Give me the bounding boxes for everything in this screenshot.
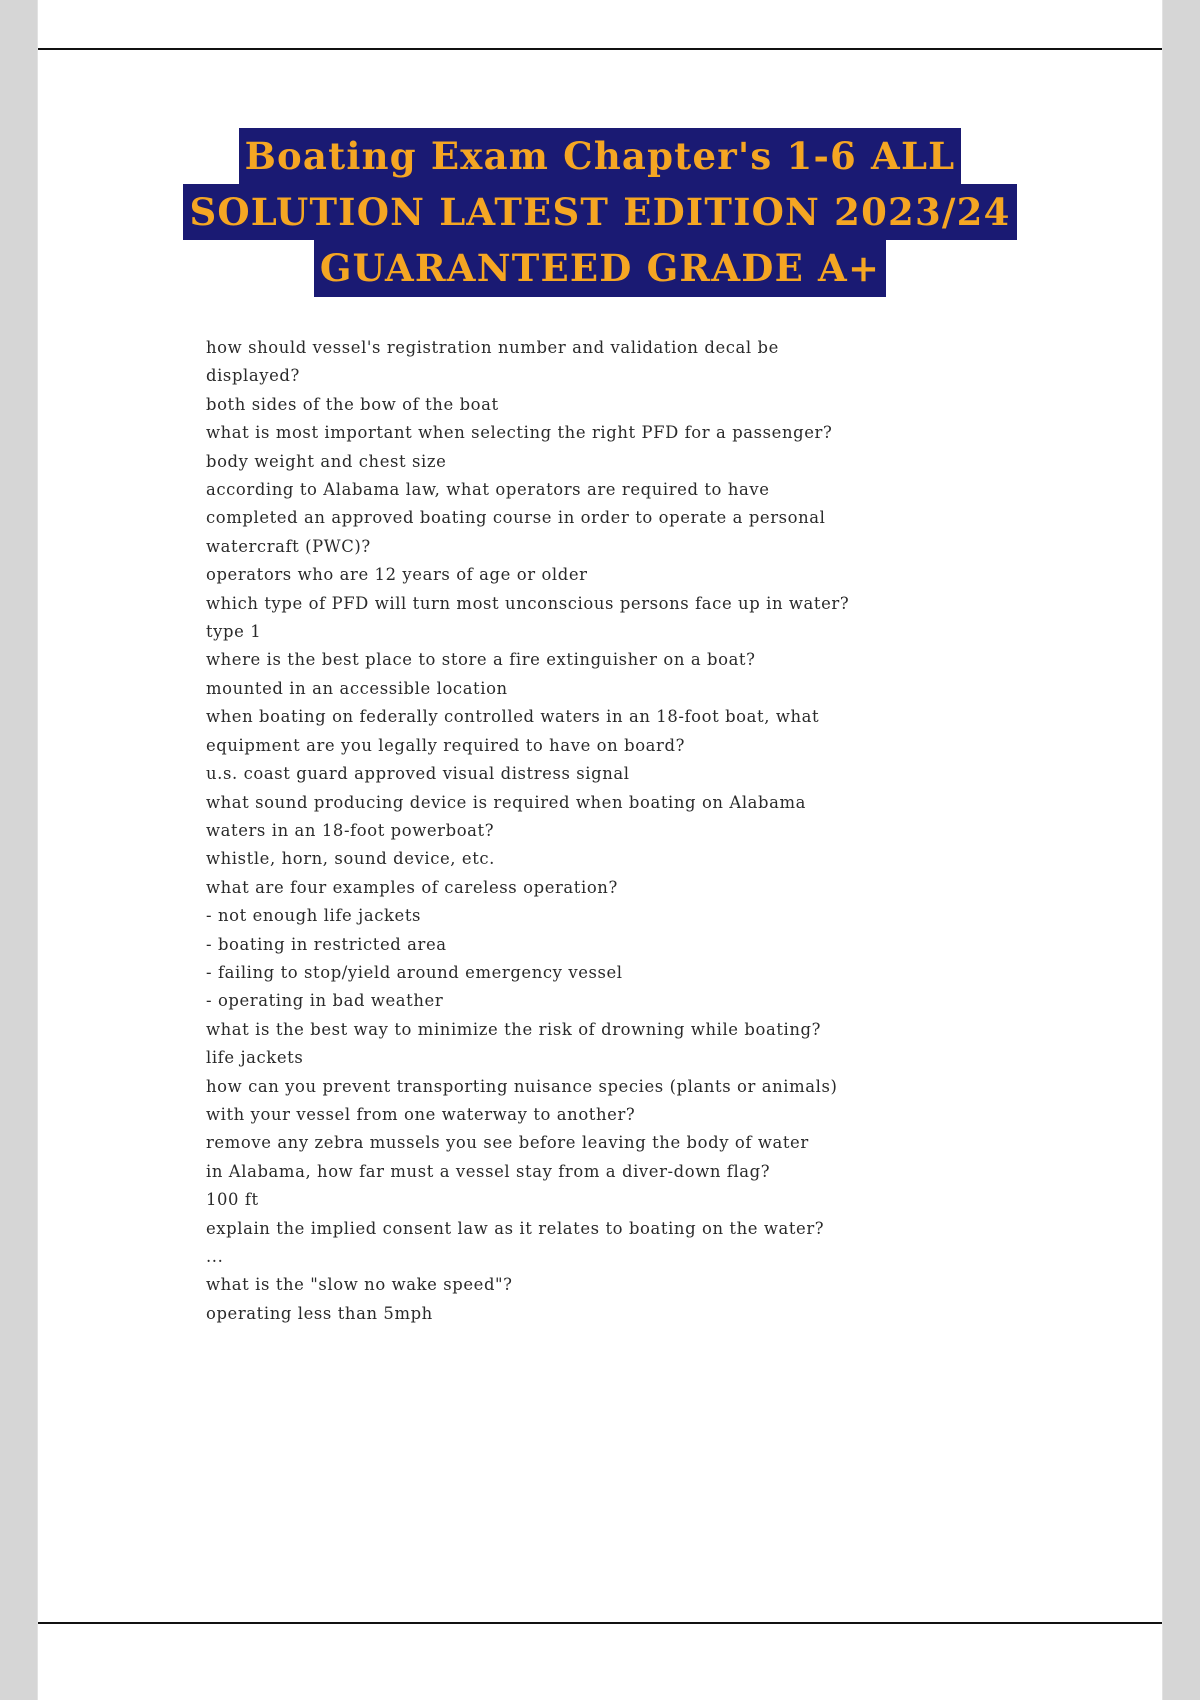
body-line: equipment are you legally required to have on board?	[206, 735, 685, 755]
title-line-1: Boating Exam Chapter's 1-6 ALL	[239, 128, 962, 184]
body-line: how should vessel's registration number and validation decal be	[206, 338, 779, 357]
body-line: u.s. coast guard approved visual distress signal	[206, 764, 630, 784]
body-line: in Alabama, how far must a vessel stay from a diver-down flag?	[206, 1161, 771, 1181]
body-line: remove any zebra mussels you see before leaving the body of water	[206, 1133, 809, 1153]
body-line: - failing to stop/yield around emergency vessel	[206, 962, 623, 982]
body-line: completed an approved boating course in order to operate a personal	[206, 508, 826, 528]
body-line: - boating in restricted area	[206, 934, 447, 954]
body-line: according to Alabama law, what operators are required to have	[206, 480, 770, 500]
body-line: what sound producing device is required when boating on Alabama	[206, 792, 807, 812]
body-line: 100 ft	[206, 1190, 259, 1210]
body-line: - operating in bad weather	[206, 991, 444, 1011]
body-line: which type of PFD will turn most unconscious persons face up in water?	[206, 593, 850, 613]
document-page	[38, 0, 1162, 1700]
title-line-2: SOLUTION LATEST EDITION 2023/24	[183, 184, 1016, 240]
body-line: whistle, horn, sound device, etc.	[206, 849, 495, 869]
body-line: watercraft (PWC)?	[206, 536, 371, 556]
header-divider	[38, 48, 1162, 50]
body-line: what is most important when selecting the right PFD for a passenger?	[206, 423, 833, 443]
body-line: displayed?	[206, 366, 300, 386]
document-title	[38, 128, 1162, 297]
body-line: type 1	[206, 622, 262, 642]
footer-divider	[38, 1622, 1162, 1624]
body-line: with your vessel from one waterway to another?	[206, 1104, 636, 1124]
body-line: where is the best place to store a fire extinguisher on a boat?	[206, 650, 756, 670]
body-line: operating less than 5mph	[206, 1303, 433, 1323]
body-line: what are four examples of careless operation?	[206, 877, 618, 897]
body-line: mounted in an accessible location	[206, 678, 508, 698]
body-line: operators who are 12 years of age or older	[206, 565, 588, 585]
body-line: how can you prevent transporting nuisance species (plants or animals)	[206, 1076, 838, 1096]
body-line: what is the best way to minimize the risk of drowning while boating?	[206, 1019, 822, 1039]
body-line: life jackets	[206, 1048, 304, 1068]
body-line: both sides of the bow of the boat	[206, 394, 499, 414]
document-body	[206, 334, 1006, 1328]
body-line: body weight and chest size	[206, 451, 447, 471]
body-line: - not enough life jackets	[206, 906, 422, 926]
body-line: what is the "slow no wake speed"?	[206, 1275, 513, 1295]
title-line-3: GUARANTEED GRADE A+	[314, 240, 886, 296]
body-line: waters in an 18-foot powerboat?	[206, 820, 495, 840]
body-line: explain the implied consent law as it relates to boating on the water?	[206, 1218, 825, 1238]
body-line: ...	[206, 1247, 224, 1266]
body-line: when boating on federally controlled waters in an 18-foot boat, what	[206, 707, 820, 727]
